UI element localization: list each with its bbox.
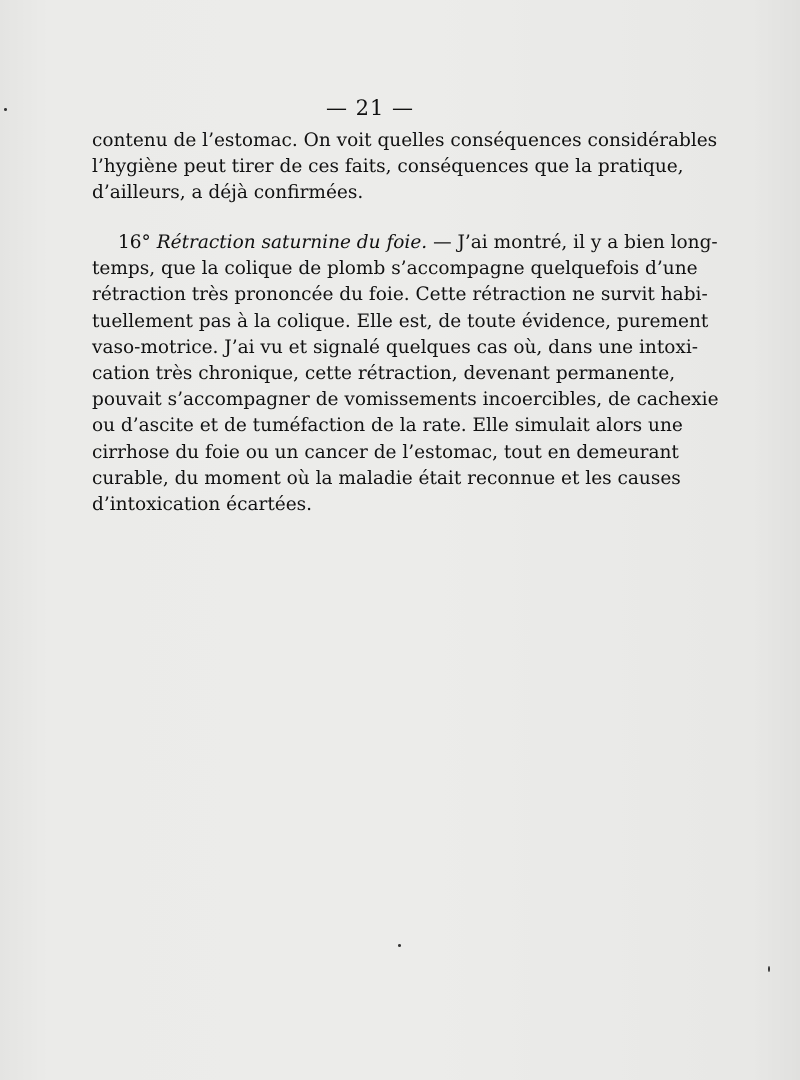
text-line: cation très chronique, cette rétraction, devenant permanente, xyxy=(92,363,676,385)
text-line: pouvait s’accompagner de vomissements incoercibles, de cachexie xyxy=(92,389,719,411)
paragraph-heading-line xyxy=(92,230,718,256)
paragraph-2 xyxy=(92,230,719,518)
text-line: curable, du moment où la maladie était reconnue et les causes xyxy=(92,467,681,489)
text-line: ou d’ascite et de tuméfaction de la rate. Elle simulait alors une xyxy=(92,415,683,437)
text-line: l’hygiène peut tirer de ces faits, conséquences que la pratique, xyxy=(92,156,684,178)
paragraph-1 xyxy=(92,128,718,207)
speck-mark xyxy=(768,966,770,972)
section-number: 16° xyxy=(118,232,151,253)
text-line: tuellement pas à la colique. Elle est, de toute évidence, purement xyxy=(92,310,709,332)
section-title: Rétraction saturnine du foie. xyxy=(156,232,428,253)
text-line: d’intoxication écartées. xyxy=(92,494,313,516)
page-number: — 21 — xyxy=(325,96,415,120)
text-line-start: — J’ai montré, il y a bien long- xyxy=(433,232,718,253)
text-line: rétraction très prononcée du foie. Cette rétraction ne survit habi- xyxy=(92,284,708,306)
text-line: d’ailleurs, a déjà confirmées. xyxy=(92,182,364,204)
text-line: cirrhose du foie ou un cancer de l’estomac, tout en demeurant xyxy=(92,441,679,463)
text-line: temps, que la colique de plomb s’accompagne quelquefois d’une xyxy=(92,258,698,280)
speck-mark xyxy=(4,108,7,111)
text-line: contenu de l’estomac. On voit quelles conséquences considérables xyxy=(92,130,718,151)
speck-mark xyxy=(398,944,401,947)
text-line: vaso-motrice. J’ai vu et signalé quelques cas où, dans une intoxi- xyxy=(92,336,698,358)
